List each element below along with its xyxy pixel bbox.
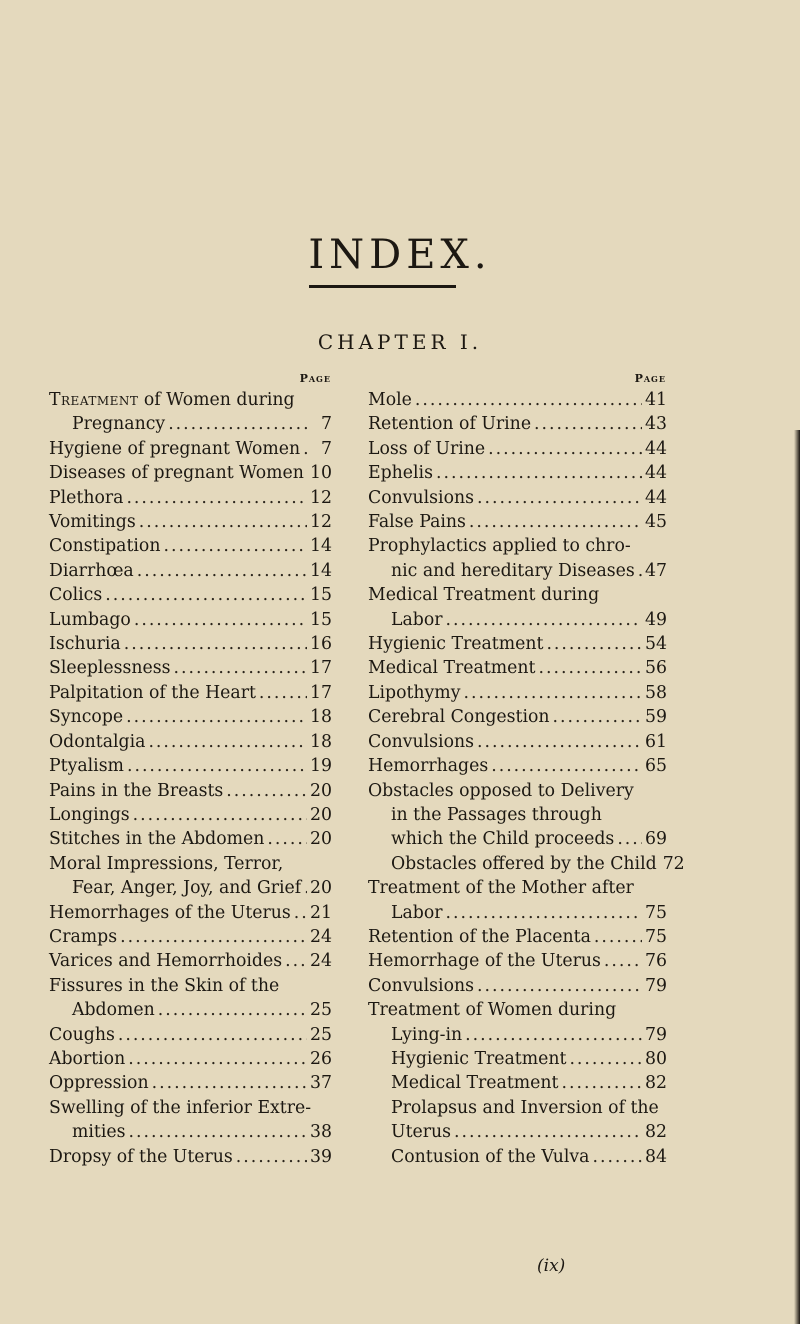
page-number: 41 (645, 390, 667, 410)
index-entry (368, 1120, 667, 1144)
page-number: 14 (310, 536, 332, 557)
page-edge-shadow (794, 430, 800, 1324)
page-number: 49 (645, 609, 667, 630)
page-number: 7 (321, 438, 332, 459)
dot-leader (152, 1071, 307, 1095)
index-entry (368, 876, 667, 900)
index-entry-text: Hygienic Treatment (368, 634, 544, 655)
dot-leader (127, 754, 307, 778)
index-entry (49, 388, 332, 412)
page-number: 14 (310, 560, 332, 581)
index-entry-text: nic and hereditary Diseases (391, 560, 635, 581)
dot-leader (538, 656, 642, 680)
page-number: 45 (645, 512, 667, 533)
index-entry-text: Convulsions (368, 975, 474, 996)
index-entry-text: Diarrhœa (49, 560, 134, 581)
index-entry-text: Longings (49, 804, 130, 825)
dot-leader (304, 876, 307, 900)
dot-leader (226, 779, 307, 803)
index-entry-text: Labor (391, 609, 443, 630)
index-entry-text: Ephelis (368, 463, 433, 484)
right-page-label: Page (634, 372, 666, 385)
page-number: 24 (310, 951, 332, 972)
index-entry-text: Obstacles opposed to Delivery (368, 780, 634, 801)
dot-leader (436, 461, 642, 485)
index-entry-text: Uterus (391, 1122, 451, 1143)
index-entry-text: Fissures in the Skin of the (49, 975, 280, 996)
index-entry (368, 803, 667, 827)
index-entry-text: Cerebral Congestion (368, 707, 550, 728)
index-entry-text: Mole (368, 390, 412, 410)
index-entry (49, 437, 332, 461)
index-entry (368, 1071, 667, 1095)
index-entry (49, 1071, 332, 1095)
dot-leader (105, 583, 307, 607)
page-number: 12 (310, 512, 332, 533)
page-number: 61 (645, 731, 667, 752)
page-number: 82 (645, 1122, 667, 1143)
title-rule (309, 285, 456, 288)
page-number: 56 (645, 658, 667, 679)
page-number: 17 (310, 682, 332, 703)
index-entry (49, 876, 332, 900)
index-entry (49, 754, 332, 778)
index-entry (49, 461, 332, 485)
page-number: 16 (310, 634, 332, 655)
index-entry-text: Treatment of Women during (49, 390, 295, 410)
index-entry-text: Abdomen (72, 1000, 155, 1021)
dot-leader (604, 949, 642, 973)
index-entry (368, 681, 667, 705)
page-number: 47 (645, 560, 667, 581)
page-number: 44 (645, 463, 667, 484)
dot-leader (128, 1047, 307, 1071)
index-entry-text: Colics (49, 585, 103, 606)
index-entry-text: Prophylactics applied to chro- (368, 536, 631, 557)
index-entry-text: Oppression (49, 1073, 149, 1094)
chapter-heading: CHAPTER I. (317, 330, 483, 354)
page-number: 37 (310, 1073, 332, 1094)
index-entry-text: Lumbago (49, 609, 131, 630)
left-page-label: Page (299, 372, 331, 385)
right-index-column (368, 388, 685, 1169)
dot-leader (133, 803, 307, 827)
page-number: 20 (310, 780, 332, 801)
index-entry (368, 1145, 667, 1169)
index-entry (368, 827, 667, 851)
index-entry-text: which the Child proceeds (391, 829, 615, 850)
page-number: 80 (645, 1048, 667, 1069)
index-entry-text: Loss of Urine (368, 438, 486, 459)
index-entry (368, 730, 667, 754)
index-entry-text: Hygiene of pregnant Women (49, 438, 301, 459)
page-number: 38 (310, 1122, 332, 1143)
page-number: 15 (310, 585, 332, 606)
index-entry (49, 949, 332, 973)
page-number: 20 (310, 804, 332, 825)
index-entry-text: Lying-in (391, 1024, 463, 1045)
index-entry-text: Medical Treatment (368, 658, 536, 679)
dot-leader (173, 656, 307, 680)
index-entry (49, 925, 332, 949)
index-entry (368, 388, 667, 412)
page-folio: (ix) (537, 1256, 566, 1276)
dot-leader (477, 486, 642, 510)
index-entry (368, 608, 667, 632)
page-number: 58 (645, 682, 667, 703)
index-entry (368, 486, 667, 510)
dot-leader (267, 827, 307, 851)
page-number: 20 (310, 829, 332, 850)
index-entry-text: Constipation (49, 536, 161, 557)
index-entry-text: Ptyalism (49, 756, 124, 777)
page-title: INDEX. (308, 232, 492, 278)
dot-leader (415, 388, 642, 412)
dot-leader (285, 949, 307, 973)
dot-leader (137, 559, 307, 583)
index-entry-text: Moral Impressions, Terror, (49, 853, 284, 874)
dot-leader (561, 1071, 642, 1095)
index-entry-text: Lipothymy (368, 682, 461, 703)
index-entry-text: Convulsions (368, 487, 474, 508)
index-entry (49, 583, 332, 607)
dot-leader (139, 510, 307, 534)
dot-leader (546, 632, 642, 656)
dot-leader (477, 974, 642, 998)
page-number: 79 (645, 975, 667, 996)
page-number: 26 (310, 1048, 332, 1069)
dot-leader (463, 681, 642, 705)
index-entry (368, 437, 667, 461)
index-entry (368, 974, 667, 998)
index-entry-text: Treatment of Women during (368, 1000, 617, 1021)
page-number: 76 (645, 951, 667, 972)
index-entry-text: Hygienic Treatment (391, 1048, 567, 1069)
index-entry (368, 1096, 667, 1120)
dot-leader (491, 754, 642, 778)
index-entry (368, 656, 667, 680)
page-number: 59 (645, 707, 667, 728)
index-entry (368, 412, 667, 436)
page-number: 21 (310, 902, 332, 923)
dot-leader (128, 1120, 307, 1144)
index-entry (49, 779, 332, 803)
dot-leader (134, 608, 307, 632)
index-entry (368, 901, 667, 925)
index-entry (49, 559, 332, 583)
index-entry (49, 1047, 332, 1071)
page-number: 44 (645, 438, 667, 459)
page-number: 79 (645, 1024, 667, 1045)
page-number: 20 (310, 878, 332, 899)
page-number: 75 (645, 926, 667, 947)
page-number: 17 (310, 658, 332, 679)
index-entry-text: Convulsions (368, 731, 474, 752)
index-entry (368, 925, 667, 949)
index-entry (368, 705, 667, 729)
index-entry (49, 632, 332, 656)
index-entry (49, 852, 332, 876)
index-entry (49, 656, 332, 680)
dot-leader (454, 1120, 642, 1144)
index-entry-text: Coughs (49, 1024, 115, 1045)
index-entry-text: Fear, Anger, Joy, and Grief (72, 878, 302, 899)
index-entry (49, 1096, 332, 1120)
index-entry-text: Dropsy of the Uterus (49, 1146, 233, 1167)
dot-leader (446, 901, 642, 925)
dot-leader (477, 730, 642, 754)
index-entry-text: Prolapsus and Inversion of the (391, 1097, 659, 1118)
index-entry-text: Diseases of pregnant Women (49, 463, 304, 484)
index-entry (49, 705, 332, 729)
dot-leader (446, 608, 642, 632)
left-index-column (49, 388, 332, 1169)
index-entry-text: False Pains (368, 512, 466, 533)
dot-leader (534, 412, 642, 436)
index-entry (49, 901, 332, 925)
index-entry (49, 1023, 332, 1047)
index-entry (368, 998, 667, 1022)
index-entry-text: Medical Treatment (391, 1073, 559, 1094)
index-entry-text: Retention of the Placenta (368, 926, 591, 947)
index-entry-text: in the Passages through (391, 804, 602, 825)
page-number: 54 (645, 634, 667, 655)
index-entry (368, 754, 667, 778)
dot-leader (594, 925, 642, 949)
dot-leader (168, 412, 307, 436)
dot-leader (124, 632, 307, 656)
index-entry (49, 998, 332, 1022)
index-entry-text: Labor (391, 902, 443, 923)
index-entry-text: Syncope (49, 707, 124, 728)
index-entry-text: Swelling of the inferior Extre- (49, 1097, 312, 1118)
page-number: 75 (645, 902, 667, 923)
index-entry (49, 974, 332, 998)
index-entry-text: Retention of Urine (368, 414, 532, 435)
dot-leader (148, 730, 307, 754)
index-entry (368, 534, 667, 558)
dot-leader (553, 705, 642, 729)
index-entry-text: Plethora (49, 487, 124, 508)
index-entry-text: Vomitings (49, 512, 136, 533)
index-entry (368, 1047, 667, 1071)
dot-leader (236, 1145, 307, 1169)
index-entry (49, 681, 332, 705)
index-entry-text: Varices and Hemorrhoides (49, 951, 283, 972)
page-number: 72 (662, 853, 685, 874)
dot-leader (303, 437, 307, 461)
index-entry-text: Odontalgia (49, 731, 146, 752)
dot-leader (126, 705, 307, 729)
index-entry (49, 730, 332, 754)
page-number: 25 (310, 1000, 332, 1021)
index-entry-text: Palpitation of the Heart (49, 682, 256, 703)
page-number: 82 (645, 1073, 667, 1094)
index-entry (368, 632, 667, 656)
page-number: 65 (645, 756, 667, 777)
dot-leader (592, 1145, 642, 1169)
dot-leader (163, 534, 307, 558)
page-number: 44 (645, 487, 667, 508)
index-entry-text: Ischuria (49, 634, 121, 655)
page-number: 10 (310, 463, 332, 484)
index-entry (49, 510, 332, 534)
page-number: 12 (310, 487, 332, 508)
index-entry (49, 1145, 332, 1169)
index-entry-text: Hemorrhage of the Uterus (368, 951, 601, 972)
page-number: 25 (310, 1024, 332, 1045)
index-entry (368, 461, 667, 485)
index-entry (49, 412, 332, 436)
dot-leader (158, 998, 307, 1022)
index-entry-text: Hemorrhages (368, 756, 489, 777)
dot-leader (120, 925, 307, 949)
index-entry (49, 608, 332, 632)
index-entry-text: mities (72, 1122, 126, 1143)
index-entry (49, 803, 332, 827)
index-entry (49, 534, 332, 558)
index-entry-text: Abortion (49, 1048, 126, 1069)
dot-leader (569, 1047, 642, 1071)
dot-leader (465, 1023, 642, 1047)
index-entry-text: Pregnancy (72, 414, 166, 435)
index-entry (49, 827, 332, 851)
dot-leader (126, 486, 307, 510)
page-number: 39 (310, 1146, 332, 1167)
dot-leader (259, 681, 307, 705)
index-entry (368, 779, 667, 803)
page-number: 15 (310, 609, 332, 630)
page-number: 18 (310, 731, 332, 752)
index-entry-text: Pains in the Breasts (49, 780, 224, 801)
dot-leader (118, 1023, 307, 1047)
page-number: 24 (310, 926, 332, 947)
index-entry (368, 583, 667, 607)
index-entry (49, 1120, 332, 1144)
index-entry-text: Medical Treatment during (368, 585, 600, 606)
index-entry-text: Treatment of the Mother after (368, 878, 634, 899)
index-entry (368, 559, 667, 583)
index-entry (368, 510, 667, 534)
page-number: 18 (310, 707, 332, 728)
index-entry (368, 1023, 667, 1047)
index-entry-text: Cramps (49, 926, 118, 947)
page-number: 43 (645, 414, 667, 435)
index-entry-text: Obstacles offered by the Child (391, 853, 657, 874)
index-entry (368, 852, 685, 876)
page-number: 84 (645, 1146, 667, 1167)
index-entry-text: Stitches in the Abdomen (49, 829, 265, 850)
index-entry-text: Contusion of the Vulva (391, 1146, 590, 1167)
index-entry (49, 486, 332, 510)
index-entry (368, 949, 667, 973)
page-number: 7 (321, 414, 332, 435)
index-entry-text: Sleeplessness (49, 658, 171, 679)
page-number: 19 (310, 756, 332, 777)
page-number: 69 (645, 829, 667, 850)
dot-leader (617, 827, 642, 851)
dot-leader (488, 437, 642, 461)
dot-leader (294, 901, 307, 925)
index-entry-text: Hemorrhages of the Uterus (49, 902, 291, 923)
dot-leader (469, 510, 642, 534)
dot-leader (638, 559, 642, 583)
